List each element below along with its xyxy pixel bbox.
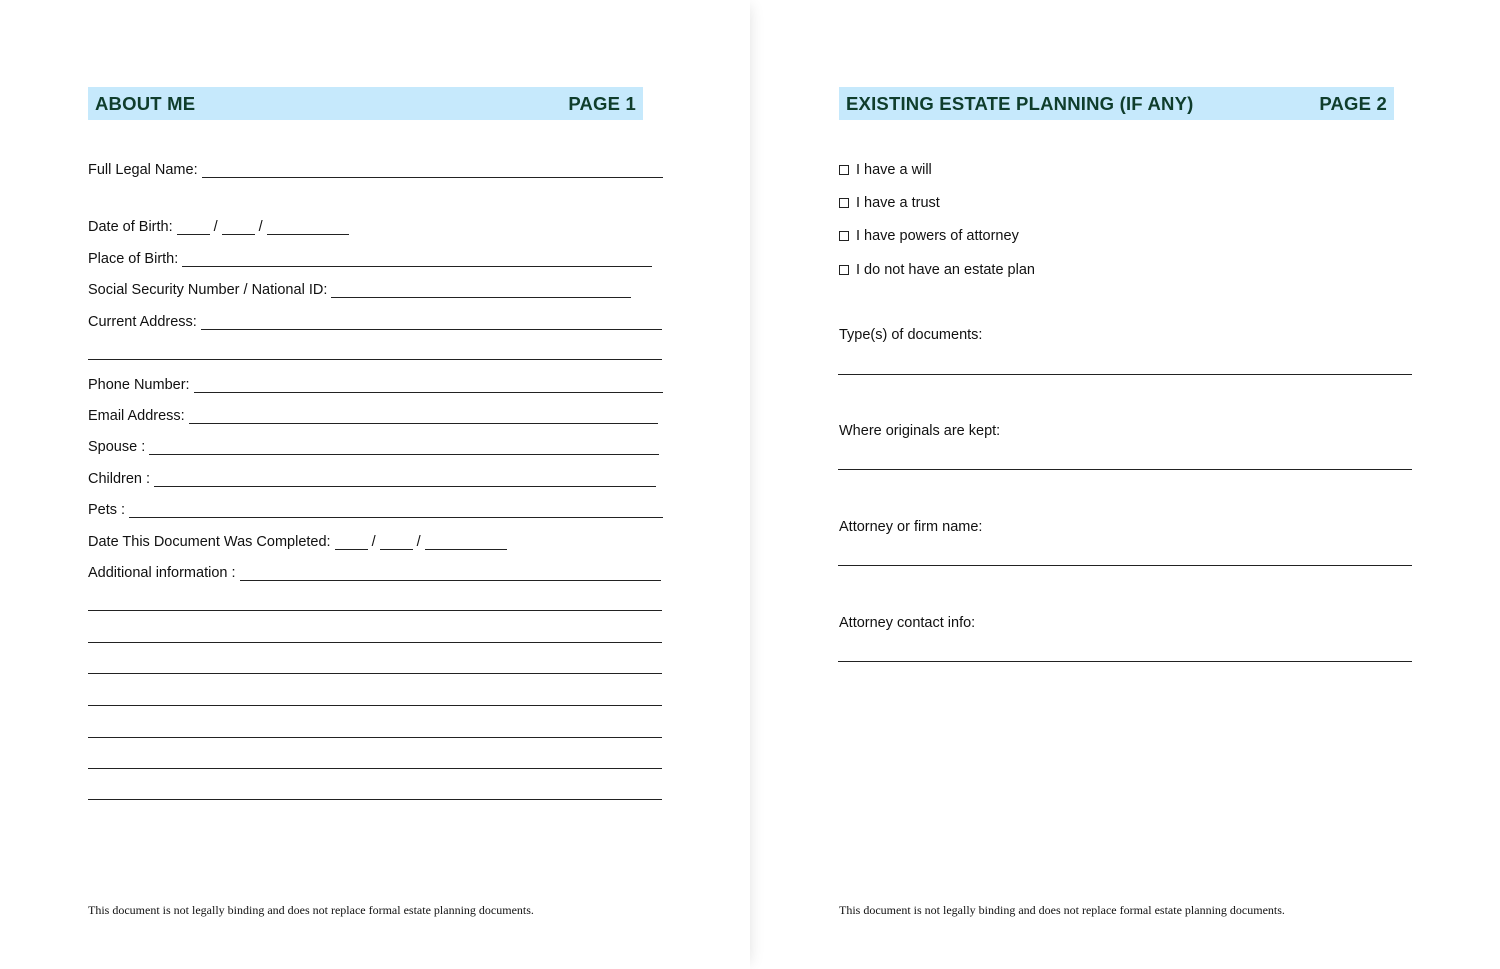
checkbox-will-box[interactable] bbox=[839, 165, 849, 175]
spouse-label: Spouse : bbox=[88, 439, 146, 455]
dob-month-line[interactable] bbox=[177, 221, 210, 235]
additional-line-3[interactable] bbox=[88, 642, 662, 643]
email-line[interactable] bbox=[189, 410, 658, 424]
additional-field[interactable] bbox=[88, 565, 661, 582]
page-2-title: EXISTING ESTATE PLANNING (IF ANY) bbox=[846, 92, 1194, 114]
pets-field[interactable] bbox=[88, 502, 663, 519]
checkbox-poa-label: I have powers of attorney bbox=[856, 228, 1019, 244]
page-1-header bbox=[88, 87, 643, 120]
email-label: Email Address: bbox=[88, 408, 185, 424]
checkbox-no-plan[interactable] bbox=[839, 262, 1035, 278]
date-completed-slash-1: / bbox=[371, 534, 376, 550]
date-completed-day-line[interactable] bbox=[380, 536, 413, 550]
checkbox-no-plan-label: I do not have an estate plan bbox=[856, 262, 1035, 278]
address-line-2[interactable] bbox=[88, 359, 662, 360]
contact-label: Attorney contact info: bbox=[839, 615, 976, 631]
ssn-label: Social Security Number / National ID: bbox=[88, 282, 328, 298]
full-name-label: Full Legal Name: bbox=[88, 162, 198, 178]
date-completed-year-line[interactable] bbox=[425, 536, 507, 550]
dob-field[interactable] bbox=[88, 219, 349, 236]
additional-line-6[interactable] bbox=[88, 737, 662, 738]
phone-field[interactable] bbox=[88, 377, 663, 394]
checkbox-trust-label: I have a trust bbox=[856, 195, 940, 211]
page-1-footer: This document is not legally binding and does not replace formal estate planning documents. bbox=[88, 903, 534, 917]
place-of-birth-line[interactable] bbox=[182, 253, 652, 267]
address-line[interactable] bbox=[201, 316, 662, 330]
date-completed-month-line[interactable] bbox=[335, 536, 368, 550]
ssn-field[interactable] bbox=[88, 282, 631, 299]
dob-label: Date of Birth: bbox=[88, 219, 173, 235]
checkbox-will[interactable] bbox=[839, 162, 932, 178]
date-completed-field[interactable] bbox=[88, 534, 507, 551]
full-name-line[interactable] bbox=[202, 164, 663, 178]
place-of-birth-field[interactable] bbox=[88, 251, 652, 268]
place-of-birth-label: Place of Birth: bbox=[88, 251, 179, 267]
date-completed-slash-2: / bbox=[416, 534, 421, 550]
date-completed-label: Date This Document Was Completed: bbox=[88, 534, 331, 550]
attorney-line[interactable] bbox=[838, 565, 1412, 566]
additional-line-4[interactable] bbox=[88, 673, 662, 674]
attorney-label: Attorney or firm name: bbox=[839, 519, 983, 535]
additional-line-2[interactable] bbox=[88, 610, 662, 611]
page-1-number: PAGE 1 bbox=[568, 92, 636, 114]
additional-label: Additional information : bbox=[88, 565, 236, 581]
additional-line[interactable] bbox=[240, 567, 662, 581]
phone-label: Phone Number: bbox=[88, 377, 190, 393]
dob-slash-2: / bbox=[258, 219, 263, 235]
phone-line[interactable] bbox=[194, 379, 663, 393]
dob-day-line[interactable] bbox=[222, 221, 255, 235]
originals-label: Where originals are kept: bbox=[839, 423, 1001, 439]
ssn-line[interactable] bbox=[331, 284, 631, 298]
page-1-title: ABOUT ME bbox=[95, 92, 196, 114]
checkbox-no-plan-box[interactable] bbox=[839, 265, 849, 275]
doc-types-label: Type(s) of documents: bbox=[839, 327, 983, 343]
page-2 bbox=[750, 0, 1500, 969]
email-field[interactable] bbox=[88, 408, 658, 425]
contact-line[interactable] bbox=[838, 661, 1412, 662]
address-label: Current Address: bbox=[88, 314, 197, 330]
pets-label: Pets : bbox=[88, 502, 126, 518]
children-label: Children : bbox=[88, 471, 151, 487]
checkbox-trust[interactable] bbox=[839, 195, 940, 211]
originals-line[interactable] bbox=[838, 469, 1412, 470]
dob-year-line[interactable] bbox=[267, 221, 349, 235]
additional-line-8[interactable] bbox=[88, 799, 662, 800]
spouse-line[interactable] bbox=[149, 441, 659, 455]
additional-line-7[interactable] bbox=[88, 768, 662, 769]
dob-slash-1: / bbox=[213, 219, 218, 235]
page-2-number: PAGE 2 bbox=[1319, 92, 1387, 114]
additional-line-5[interactable] bbox=[88, 705, 662, 706]
address-field[interactable] bbox=[88, 314, 662, 331]
full-name-field[interactable] bbox=[88, 162, 663, 179]
checkbox-poa-box[interactable] bbox=[839, 231, 849, 241]
checkbox-poa[interactable] bbox=[839, 228, 1019, 244]
page-2-header bbox=[839, 87, 1394, 120]
page-2-footer: This document is not legally binding and does not replace formal estate planning documents. bbox=[839, 903, 1285, 917]
pets-line[interactable] bbox=[129, 504, 663, 518]
doc-types-line[interactable] bbox=[838, 374, 1412, 375]
children-line[interactable] bbox=[154, 473, 656, 487]
checkbox-will-label: I have a will bbox=[856, 162, 932, 178]
spouse-field[interactable] bbox=[88, 439, 659, 456]
checkbox-trust-box[interactable] bbox=[839, 198, 849, 208]
children-field[interactable] bbox=[88, 471, 656, 488]
